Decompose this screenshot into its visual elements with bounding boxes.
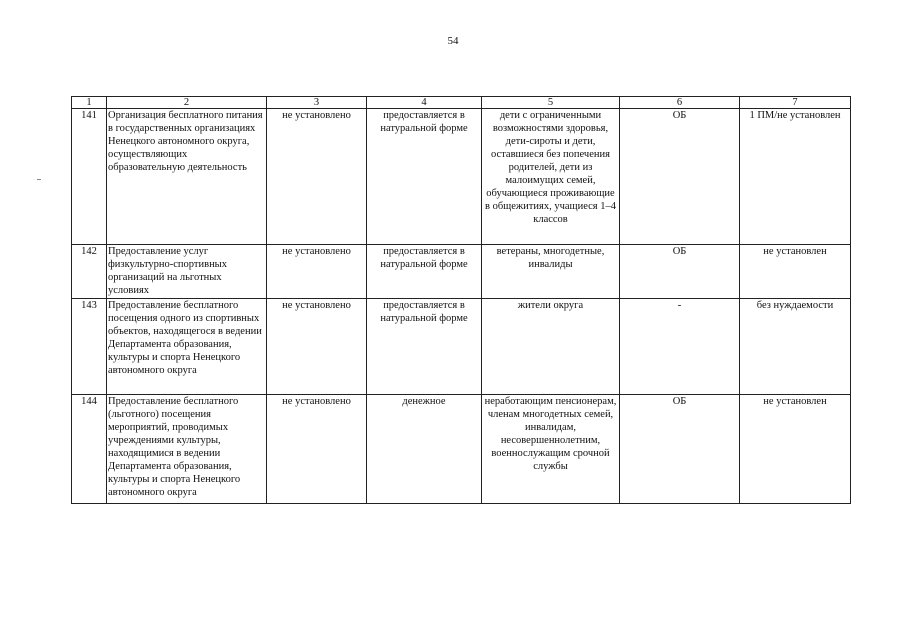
budget-cell: ОБ xyxy=(620,109,740,245)
row-number: 143 xyxy=(72,299,107,395)
need-cell: не установлен xyxy=(740,245,851,299)
measure-name: Предоставление бесплатного посещения одного из спортивных объектов, находящегося в ведении Департамента образования, культуры и спорта Ненецкого автономного округа xyxy=(107,299,267,395)
row-number: 144 xyxy=(72,395,107,504)
table-row xyxy=(72,245,851,299)
column-header: 3 xyxy=(267,97,367,109)
column-header: 7 xyxy=(740,97,851,109)
budget-cell: ОБ xyxy=(620,245,740,299)
need-cell: не установлен xyxy=(740,395,851,504)
form-cell: предоставляется в натуральной форме xyxy=(367,245,482,299)
column-header: 4 xyxy=(367,97,482,109)
budget-cell: - xyxy=(620,299,740,395)
row-number: 141 xyxy=(72,109,107,245)
benefits-table xyxy=(71,96,851,504)
recipients-cell: жители округа xyxy=(482,299,620,395)
measure-name: Предоставление бесплатного (льготного) посещения мероприятий, проводимых учреждениями культуры, находящимися в ведении Департамента образования, культуры и спорта Ненецкого автономного округа xyxy=(107,395,267,504)
measure-name: Организация бесплатного питания в государственных организациях Ненецкого автономного округа, осуществляющих образовательную деятельность xyxy=(107,109,267,245)
need-cell: без нуждаемости xyxy=(740,299,851,395)
table-row xyxy=(72,109,851,245)
recipients-cell: ветераны, многодетные, инвалиды xyxy=(482,245,620,299)
recipients-cell: дети с ограниченными возможностями здоровья, дети-сироты и дети, оставшиеся без попечения родителей, дети из малоимущих семей, обучающиеся проживающие в общежитиях, учащиеся 1–4 классов xyxy=(482,109,620,245)
recipients-cell: неработающим пенсионерам, членам многодетных семей, инвалидам, несовершеннолетним, военнослужащим срочной службы xyxy=(482,395,620,504)
form-cell: денежное xyxy=(367,395,482,504)
table-row xyxy=(72,299,851,395)
column-header: 5 xyxy=(482,97,620,109)
measure-name: Предоставление услуг физкультурно-спортивных организаций на льготных условиях xyxy=(107,245,267,299)
scan-mark xyxy=(37,179,41,180)
page-number: 54 xyxy=(447,35,459,47)
budget-cell: ОБ xyxy=(620,395,740,504)
table-row xyxy=(72,395,851,504)
criteria-cell: не установлено xyxy=(267,395,367,504)
form-cell: предоставляется в натуральной форме xyxy=(367,299,482,395)
criteria-cell: не установлено xyxy=(267,299,367,395)
criteria-cell: не установлено xyxy=(267,245,367,299)
row-number: 142 xyxy=(72,245,107,299)
column-header: 6 xyxy=(620,97,740,109)
column-header: 1 xyxy=(72,97,107,109)
column-header: 2 xyxy=(107,97,267,109)
form-cell: предоставляется в натуральной форме xyxy=(367,109,482,245)
table-header-row xyxy=(72,97,851,109)
criteria-cell: не установлено xyxy=(267,109,367,245)
need-cell: 1 ПМ/не установлен xyxy=(740,109,851,245)
